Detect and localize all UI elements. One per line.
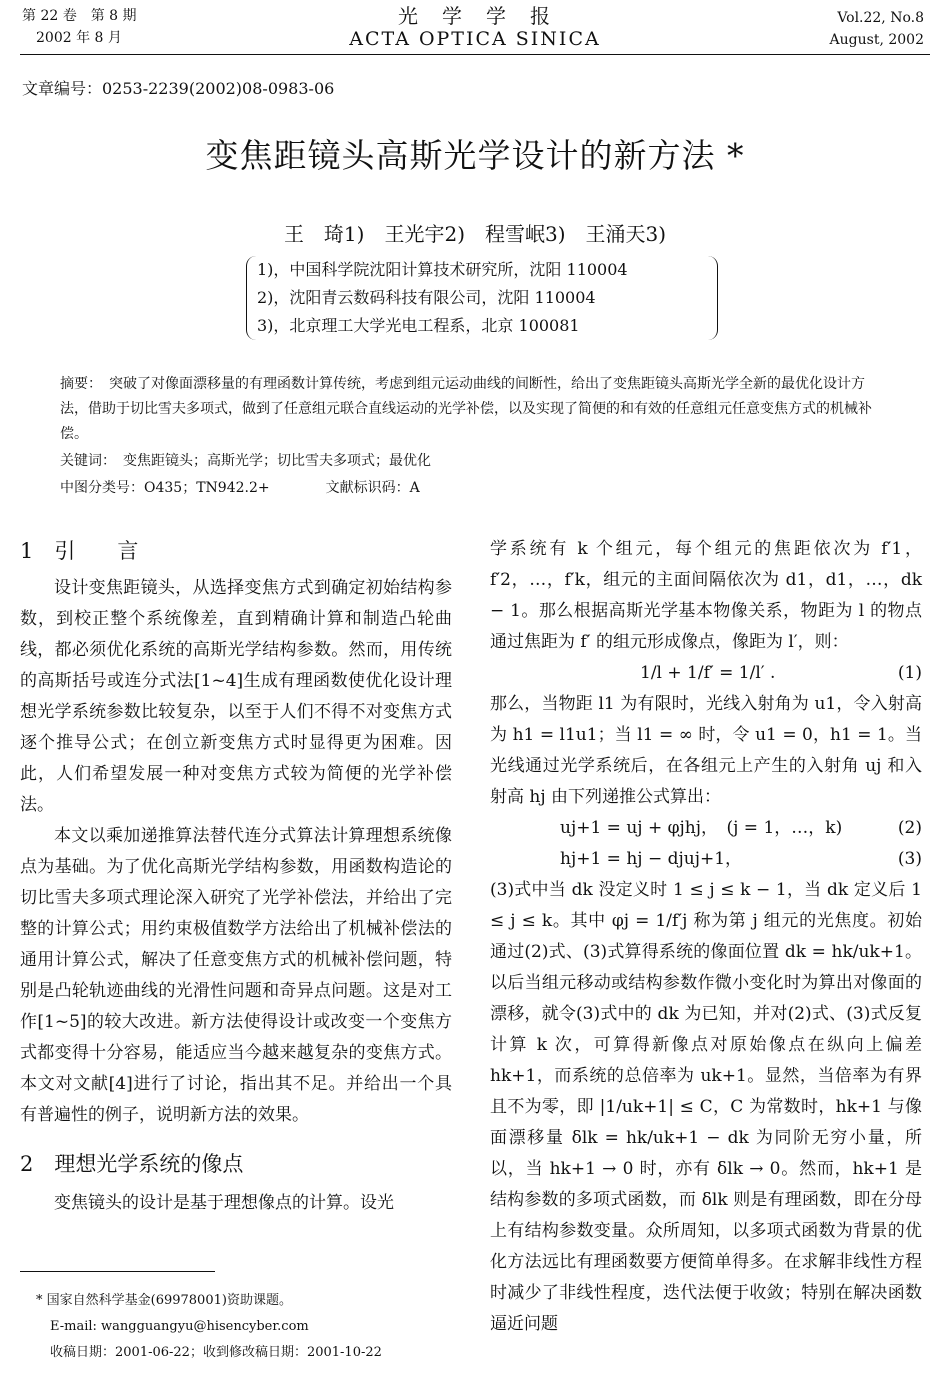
abstract-block <box>60 372 890 501</box>
equation-1-body: 1/l + 1/f′ = 1/l′ . <box>640 663 776 683</box>
right-column <box>490 534 922 1340</box>
footnote-rule <box>20 1271 215 1272</box>
left-paragraph-3: 变焦镜头的设计是基于理想像点的计算。设光 <box>54 1193 394 1213</box>
footnote <box>36 1288 456 1366</box>
abstract-text: 摘要： 突破了对像面漂移量的有理函数计算传统，考虑到组元运动曲线的间断性，给出了变焦距镜头高斯光学全新的最优化设计方法，借助于切比雪夫多项式，做到了任意组元联合直线运动的光学补偿，以及实现了简便的和有效的任意组元任意变焦方式的机械补偿。 <box>60 376 872 442</box>
equation-1 <box>490 658 922 689</box>
affiliation-2: 2)，沈阳青云数码科技有限公司，沈阳 110004 <box>257 288 596 307</box>
equation-3-number: (3) <box>897 849 922 869</box>
equation-2-number: (2) <box>897 818 922 838</box>
authors: 王 琦1) 王光宇2) 程雪岷3) 王涌天3) <box>283 222 667 246</box>
header-rule <box>20 54 930 55</box>
header-date-en: August, 2002 <box>829 32 924 48</box>
affiliations <box>246 256 718 340</box>
right-paragraph-3: (3)式中当 dk 没定义时 1 ≤ j ≤ k − 1，当 dk 定义后 1 ≤ j ≤ k。其中 φj = 1/f′j 称为第 j 组元的光焦度。初始通过(2)式、(3)式算得系统的像面位置 dk = hk/uk+1。以后当组元移动或结构参数作微小变化时为算出对像面的漂移，就令(3)式中的 dk 为已知，并对(2)式、(3)式反复计算 k 次，可算得新像点对原始像点在纵向上偏差 hk+1，而系统的总倍率为 uk+1。显然，当倍率为有界且不为零，即 |1/uk+1| ≤ C，C 为常数时，hk+1 与像面漂移量 δlk = hk/uk+1 − dk 为同阶无穷小量，所以，当 hk+1 → 0 时，亦有 δlk → 0。然而，hk+1 是结构参数的多项式函数，而 δlk 则是有理函数，即在分母上有结构参数变量。众所周知，以多项式函数为背景的优化方法远比有理函数要方便简单得多。在求解非线性方程时减少了非线性程度，迭代法便于收敛；特别在解决函数逼近问题 <box>490 880 922 1334</box>
header-date-cn: 2002 年 8 月 <box>36 30 122 46</box>
section-1-heading: 1 引 言 <box>20 539 139 563</box>
paper-title: 变焦距镜头高斯光学设计的新方法 * <box>205 136 745 175</box>
left-column <box>20 536 452 1219</box>
journal-title-en: ACTA OPTICA SINICA <box>349 28 601 50</box>
journal-title-cn: 光 学 学 报 <box>398 4 552 28</box>
article-number: 文章编号：0253-2239(2002)08-0983-06 <box>22 79 335 98</box>
footnote-dates: 收稿日期：2001-06-22；收到修改稿日期：2001-10-22 <box>50 1345 382 1360</box>
left-paragraph-1: 设计变焦距镜头，从选择变焦方式到确定初始结构参数，到校正整个系统像差，直到精确计算和制造凸轮曲线，都必须优化系统的高斯光学结构参数。然而，用传统的高斯括号或连分式法[1~4]生成有理函数使优化设计理想光学系统参数比较复杂，以至于人们不得不对变焦方式逐个推导公式；在创立新变焦方式时显得更为困难。因此，人们希望发展一种对变焦方式较为简便的光学补偿法。 <box>20 578 452 815</box>
equation-2-body: uj+1 = uj + φjhj， (j = 1，…，k) <box>560 818 843 838</box>
equation-1-number: (1) <box>897 663 922 683</box>
affiliation-3: 3)，北京理工大学光电工程系，北京 100081 <box>257 316 580 335</box>
equation-3-body: hj+1 = hj − djuj+1， <box>560 849 743 869</box>
equation-2 <box>490 813 922 844</box>
classification: 中图分类号：O435；TN942.2+ 文献标识码：A <box>60 480 420 496</box>
section-2-heading: 2 理想光学系统的像点 <box>20 1152 244 1176</box>
header-volume-cn: 第 22 卷 第 8 期 <box>22 8 137 24</box>
equation-3 <box>490 844 922 875</box>
header-volume-en: Vol.22, No.8 <box>837 10 924 26</box>
right-paragraph-2: 那么，当物距 l1 为有限时，光线入射角为 u1，令入射高为 h1 = l1u1；当 l1 = ∞ 时，令 u1 = 0，h1 = 1。当光线通过光学系统后，在各组元上产生的入射角 uj 和入射高 hj 由下列递推公式算出： <box>490 694 922 807</box>
footnote-email: E-mail: wangguangyu@hisencyber.com <box>50 1319 309 1334</box>
right-paragraph-1: 学系统有 k 个组元，每个组元的焦距依次为 f′1，f′2，…，f′k，组元的主面间隔依次为 d1，d1，…，dk − 1。那么根据高斯光学基本物像关系，物距为 l 的物点通过焦距为 f′ 的组元形成像点，像距为 l′，则： <box>490 539 922 652</box>
affiliation-1: 1)，中国科学院沈阳计算技术研究所，沈阳 110004 <box>257 260 628 279</box>
keywords: 关键词： 变焦距镜头；高斯光学；切比雪夫多项式；最优化 <box>60 453 431 469</box>
footnote-fund: * 国家自然科学基金(69978001)资助课题。 <box>36 1293 292 1308</box>
left-paragraph-2: 本文以乘加递推算法替代连分式算法计算理想系统像点为基础。为了优化高斯光学结构参数，用函数构造论的切比雪夫多项式理论深入研究了光学补偿法，并给出了完整的计算公式；用约束极值数学方法给出了机械补偿法的通用计算公式，解决了任意变焦方式的机械补偿问题，特别是凸轮轨迹曲线的光滑性问题和奇异点问题。这是对工作[1~5]的较大改进。新方法使得设计或改变一个变焦方式都变得十分容易，能适应当今越来越复杂的变焦方式。本文对文献[4]进行了讨论，指出其不足。并给出一个具有普遍性的例子，说明新方法的效果。 <box>20 826 452 1125</box>
